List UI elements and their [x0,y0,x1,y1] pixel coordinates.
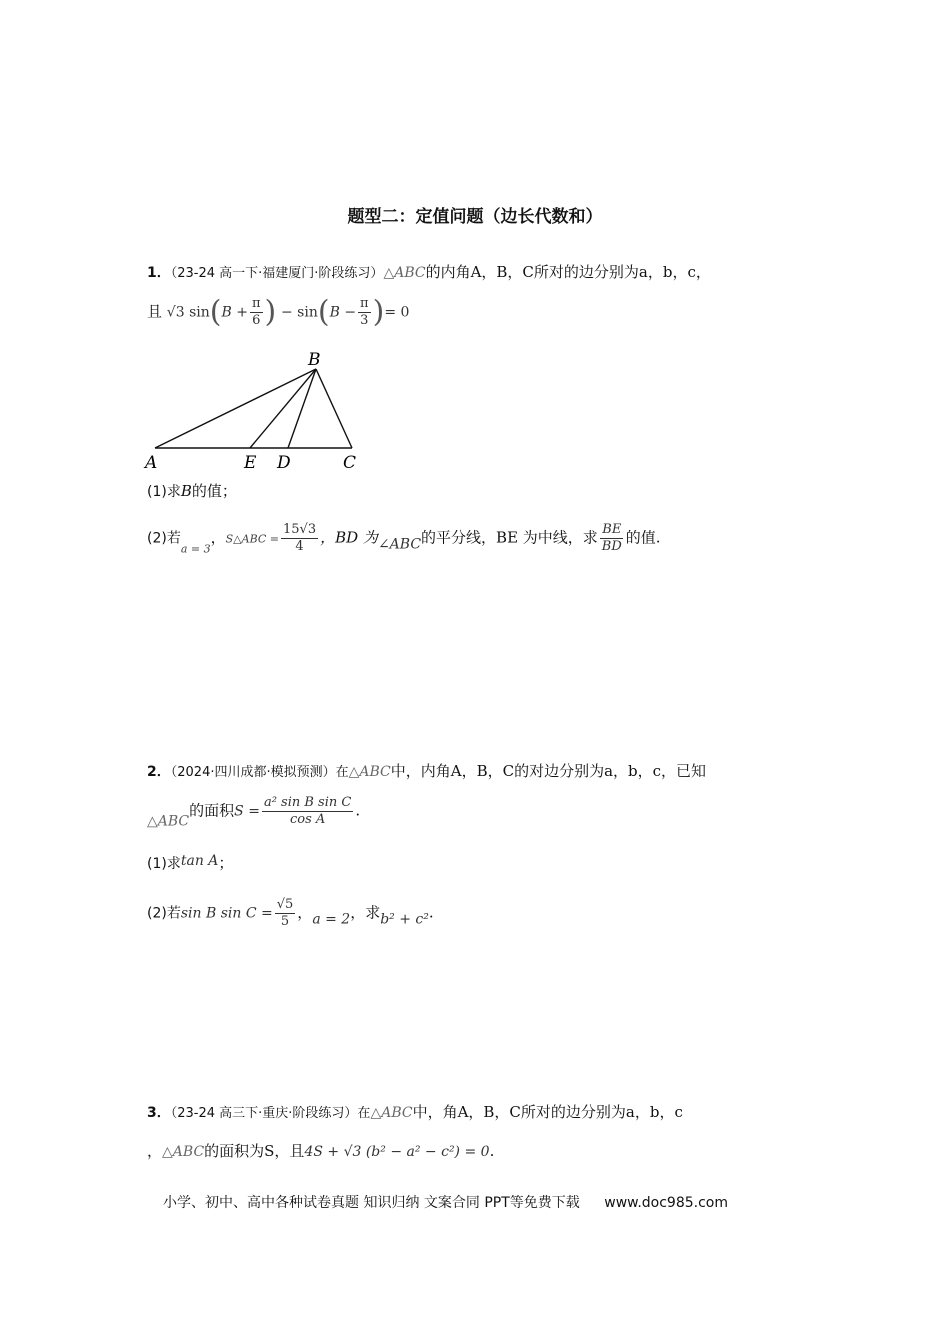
area-denominator: 4 [295,539,304,554]
question-1-line-1 [147,261,711,285]
area-denominator: cos A [289,812,326,827]
cond-b-minus: B − [329,304,357,321]
pi-numerator-2: π [360,296,369,311]
tan-a: tan A [180,853,219,869]
ratio-numerator: BE [602,522,622,537]
question-stem: 的内角A，B，C所对的边分别为a，b，c， [425,263,711,281]
sqrt5-numerator: √5 [276,897,294,912]
s-equals: S = [234,803,260,820]
question-source: （23-24 高三下·重庆·阶段练习）在 [170,1106,371,1121]
area-symbol: S△ABC = [225,532,279,546]
bd-text: ，BD 为 [320,528,378,547]
separator: ， [147,1142,163,1160]
cond-sqrt3-sin: √3 sin [166,304,210,321]
part-end: ； [218,854,234,872]
mid-text: 的平分线，BE 为中线，求 [421,528,598,547]
area-text: 的面积为S，且 [204,1142,305,1160]
triangle-symbol: △ABC [162,1144,205,1160]
footer [163,1192,728,1212]
question-number: 2． [147,764,171,780]
footer-text: 小学、初中、高中各种试卷真题 知识归纳 文案合同 PPT等免费下载 [163,1195,580,1211]
question-source: （23-24 高一下·福建厦门·阶段练习） [170,266,384,281]
part-label: (2)若 [147,905,181,922]
a-equals-2: a = 2 [312,911,351,928]
area-numerator: 15√3 [283,522,317,537]
a-equals-3: a = 3 [180,542,211,556]
part-end: 的值； [191,482,237,500]
part-label: (1)求 [147,484,181,500]
cond-b-plus: B + [221,304,248,321]
var-b: B [180,482,192,500]
question-2-part-2 [147,897,434,931]
vertex-a-label: A [145,453,158,473]
separator: ， [297,903,313,922]
question-1-part-2 [147,522,661,561]
triangle-symbol: △ABC [147,813,190,830]
cond-equals-zero: = 0 [384,304,410,321]
part-label: (2)若 [147,530,181,547]
vertex-b-label: B [308,350,321,370]
triangle-figure [140,345,380,475]
angle-abc: ∠ABC [377,536,422,553]
page-title: 题型二：定值问题（边长代数和） [347,207,603,227]
question-source: （2024·四川成都·模拟预测）在 [170,765,349,780]
six-denominator: 6 [252,313,261,328]
pi-numerator: π [251,296,261,311]
ask-text: ，求 [350,903,381,922]
question-1-condition: 且 √3 sin(B + $\frac{\pi}{6}$ ) − sin(B − $\frac{\pi}{3}$ )= 0 [147,294,410,330]
question-stem: 中，角A，B，C所对的边分别为a，b，c [412,1103,683,1121]
area-text: 的面积 [189,801,235,820]
question-3-line-2 [147,1140,494,1163]
sin-product: sin B sin C = [180,905,273,922]
three-denominator: 3 [360,313,369,328]
question-2-line-2 [147,795,360,833]
ratio-denominator: BD [601,539,622,554]
part-end: . [428,903,434,922]
five-denominator: 5 [280,914,290,929]
target-expr: b² + c² [380,911,429,928]
period: . [355,801,361,820]
question-number: 3． [147,1105,171,1121]
cond-prefix: 且 [147,302,163,321]
footer-url[interactable]: www.doc985.com [604,1195,728,1211]
point-e-label: E [244,453,257,473]
vertex-c-label: C [343,453,357,473]
question-3-line-1 [147,1101,683,1125]
period: . [489,1142,495,1160]
point-d-label: D [277,453,291,473]
condition-equation: 4S + √3 (b² − a² − c²) = 0 [304,1144,490,1160]
question-1-part-1 [147,480,237,503]
separator: ， [210,528,226,547]
area-numerator: a² sin B sin C [263,795,352,810]
triangle-symbol: △ABC [370,1105,413,1121]
part-end: 的值. [625,528,661,547]
question-2-line-1 [147,760,706,784]
question-number: 1． [147,265,171,281]
cond-minus-sin: − sin [281,304,318,321]
triangle-symbol: △ABC [348,764,391,780]
triangle-symbol: △ABC [383,265,426,281]
part-label: (1)求 [147,856,181,872]
question-2-part-1 [147,850,233,875]
question-stem: 中，内角A，B，C的对边分别为a，b，c，已知 [390,762,707,780]
